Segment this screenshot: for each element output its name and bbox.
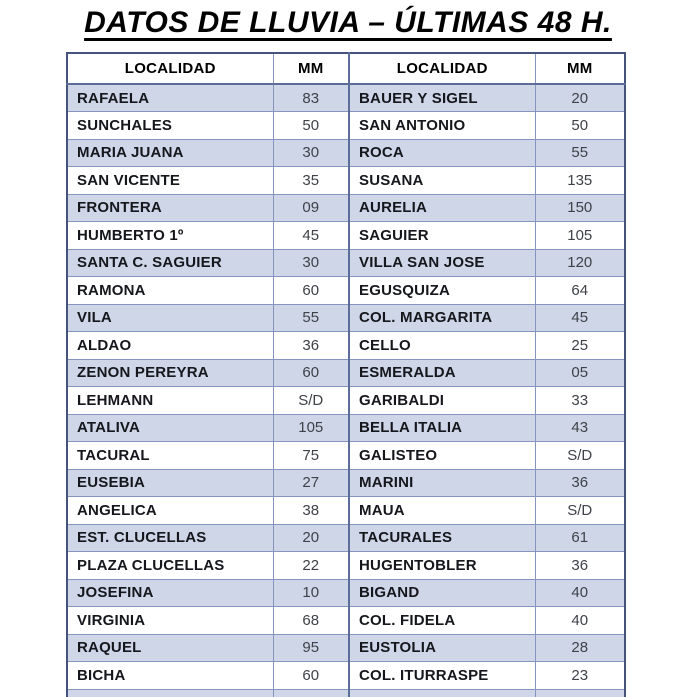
- mm-value-cell: 120: [535, 249, 625, 277]
- mm-value-cell: 36: [535, 469, 625, 497]
- mm-value-cell: 43: [535, 414, 625, 442]
- table-row: [67, 607, 625, 635]
- mm-value-cell: 36: [273, 332, 349, 360]
- table-row: [67, 579, 625, 607]
- locality-cell: ROCA: [349, 139, 535, 167]
- mm-value-cell: 45: [535, 304, 625, 332]
- locality-cell: ESMERALDA: [349, 359, 535, 387]
- mm-value-cell: S/D: [273, 387, 349, 415]
- locality-cell: ANGELICA: [67, 497, 273, 525]
- mm-value-cell: 09: [273, 194, 349, 222]
- table-row: [67, 359, 625, 387]
- locality-cell: VIRGINIA: [67, 607, 273, 635]
- table-row: [67, 304, 625, 332]
- locality-cell: MAUA: [349, 497, 535, 525]
- table-row: [67, 497, 625, 525]
- header-row: [67, 53, 625, 84]
- locality-cell: SANTA C. SAGUIER: [67, 249, 273, 277]
- locality-cell: HUGENTOBLER: [349, 552, 535, 580]
- table-row: [67, 524, 625, 552]
- mm-value-cell: 60: [273, 662, 349, 690]
- table-header: [67, 53, 625, 84]
- mm-value-cell: 10: [273, 579, 349, 607]
- mm-value-cell: 64: [535, 277, 625, 305]
- locality-cell: ATALIVA: [67, 414, 273, 442]
- locality-cell: GARIBALDI: [349, 387, 535, 415]
- table-row: [67, 469, 625, 497]
- mm-value-cell: 50: [535, 112, 625, 140]
- col-header-mm-right: MM: [535, 53, 625, 84]
- mm-value-cell: 05: [535, 359, 625, 387]
- locality-cell: EST. CLUCELLAS: [67, 524, 273, 552]
- locality-cell: LEHMANN: [67, 387, 273, 415]
- locality-cell: [67, 689, 273, 697]
- locality-cell: RAMONA: [67, 277, 273, 305]
- table-row: [67, 167, 625, 195]
- locality-cell: [349, 689, 535, 697]
- mm-value-cell: 30: [273, 139, 349, 167]
- locality-cell: BICHA: [67, 662, 273, 690]
- mm-value-cell: 75: [273, 442, 349, 470]
- locality-cell: TACURAL: [67, 442, 273, 470]
- locality-cell: ALDAO: [67, 332, 273, 360]
- locality-cell: BELLA ITALIA: [349, 414, 535, 442]
- locality-cell: VILLA SAN JOSE: [349, 249, 535, 277]
- table-row: [67, 387, 625, 415]
- mm-value-cell: 95: [273, 634, 349, 662]
- mm-value-cell: [535, 689, 625, 697]
- locality-cell: FRONTERA: [67, 194, 273, 222]
- mm-value-cell: 105: [273, 414, 349, 442]
- mm-value-cell: 50: [273, 112, 349, 140]
- mm-value-cell: 38: [273, 497, 349, 525]
- table-row: [67, 112, 625, 140]
- locality-cell: RAQUEL: [67, 634, 273, 662]
- locality-cell: SAGUIER: [349, 222, 535, 250]
- table-row: [67, 552, 625, 580]
- table-row: [67, 442, 625, 470]
- mm-value-cell: 60: [273, 359, 349, 387]
- locality-cell: EUSEBIA: [67, 469, 273, 497]
- mm-value-cell: 20: [273, 524, 349, 552]
- locality-cell: COL. MARGARITA: [349, 304, 535, 332]
- mm-value-cell: 25: [535, 332, 625, 360]
- mm-value-cell: 45: [273, 222, 349, 250]
- locality-cell: VILA: [67, 304, 273, 332]
- mm-value-cell: 40: [535, 607, 625, 635]
- locality-cell: PLAZA CLUCELLAS: [67, 552, 273, 580]
- mm-value-cell: 83: [273, 84, 349, 112]
- locality-cell: BAUER Y SIGEL: [349, 84, 535, 112]
- locality-cell: AURELIA: [349, 194, 535, 222]
- table-row: [67, 249, 625, 277]
- table-row: [67, 194, 625, 222]
- mm-value-cell: 35: [273, 167, 349, 195]
- locality-cell: SUSANA: [349, 167, 535, 195]
- table-row: [67, 662, 625, 690]
- rain-data-table: [66, 52, 626, 697]
- mm-value-cell: 68: [273, 607, 349, 635]
- mm-value-cell: 27: [273, 469, 349, 497]
- mm-value-cell: 40: [535, 579, 625, 607]
- table-row: [67, 139, 625, 167]
- locality-cell: EUSTOLIA: [349, 634, 535, 662]
- table-row: [67, 332, 625, 360]
- locality-cell: CELLO: [349, 332, 535, 360]
- locality-cell: SUNCHALES: [67, 112, 273, 140]
- table-row: [67, 222, 625, 250]
- locality-cell: SAN ANTONIO: [349, 112, 535, 140]
- mm-value-cell: 28: [535, 634, 625, 662]
- locality-cell: SAN VICENTE: [67, 167, 273, 195]
- table-row: [67, 414, 625, 442]
- locality-cell: RAFAELA: [67, 84, 273, 112]
- mm-value-cell: 135: [535, 167, 625, 195]
- col-header-mm-left: MM: [273, 53, 349, 84]
- locality-cell: ZENON PEREYRA: [67, 359, 273, 387]
- mm-value-cell: 22: [273, 552, 349, 580]
- locality-cell: JOSEFINA: [67, 579, 273, 607]
- locality-cell: BIGAND: [349, 579, 535, 607]
- rain-table-body: [67, 84, 625, 697]
- mm-value-cell: 61: [535, 524, 625, 552]
- locality-cell: GALISTEO: [349, 442, 535, 470]
- table-row: [67, 634, 625, 662]
- mm-value-cell: [273, 689, 349, 697]
- page-title: DATOS DE LLUVIA – ÚLTIMAS 48 H.: [84, 6, 612, 39]
- col-header-localidad-right: LOCALIDAD: [349, 53, 535, 84]
- mm-value-cell: S/D: [535, 497, 625, 525]
- locality-cell: EGUSQUIZA: [349, 277, 535, 305]
- mm-value-cell: S/D: [535, 442, 625, 470]
- mm-value-cell: 55: [535, 139, 625, 167]
- mm-value-cell: 36: [535, 552, 625, 580]
- mm-value-cell: 23: [535, 662, 625, 690]
- locality-cell: COL. ITURRASPE: [349, 662, 535, 690]
- locality-cell: MARINI: [349, 469, 535, 497]
- table-row-partial: [67, 689, 625, 697]
- locality-cell: HUMBERTO 1º: [67, 222, 273, 250]
- mm-value-cell: 30: [273, 249, 349, 277]
- table-row: [67, 277, 625, 305]
- col-header-localidad-left: LOCALIDAD: [67, 53, 273, 84]
- locality-cell: COL. FIDELA: [349, 607, 535, 635]
- mm-value-cell: 33: [535, 387, 625, 415]
- table-row: [67, 84, 625, 112]
- mm-value-cell: 20: [535, 84, 625, 112]
- mm-value-cell: 55: [273, 304, 349, 332]
- mm-value-cell: 60: [273, 277, 349, 305]
- mm-value-cell: 105: [535, 222, 625, 250]
- mm-value-cell: 150: [535, 194, 625, 222]
- locality-cell: TACURALES: [349, 524, 535, 552]
- locality-cell: MARIA JUANA: [67, 139, 273, 167]
